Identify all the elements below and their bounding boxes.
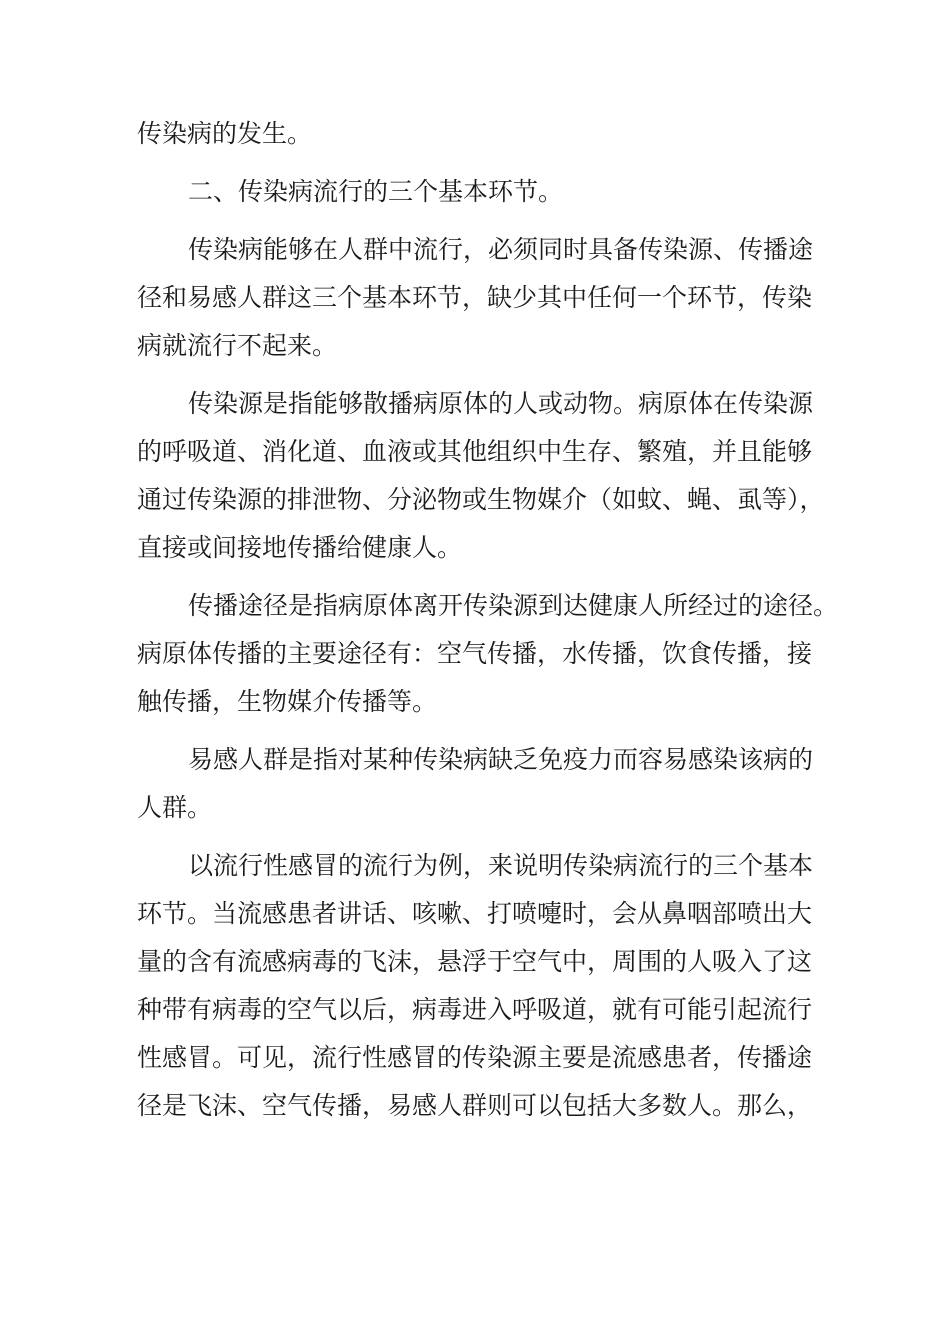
paragraph-line: 通过传染源的排泄物、分泌物或生物媒介（如蚊、蝇、虱等）， bbox=[137, 485, 825, 514]
paragraph-line: 传染病能够在人群中流行，必须同时具备传染源、传播途 bbox=[188, 235, 814, 264]
paragraph-line: 病就流行不起来。 bbox=[137, 331, 338, 360]
paragraph-line: 种带有病毒的空气以后，病毒进入呼吸道，就有可能引起流行 bbox=[137, 995, 813, 1024]
paragraph-line: 人群。 bbox=[137, 793, 213, 822]
paragraph-line: 径是飞沫、空气传播，易感人群则可以包括大多数人。那么， bbox=[137, 1091, 813, 1120]
paragraph-line: 的呼吸道、消化道、血液或其他组织中生存、繁殖，并且能够 bbox=[137, 437, 813, 466]
paragraph-line: 传染病的发生。 bbox=[137, 119, 313, 148]
paragraph-line: 环节。当流感患者讲话、咳嗽、打喷嚏时，会从鼻咽部喷出大 bbox=[137, 899, 813, 928]
paragraph-line: 病原体传播的主要途径有：空气传播，水传播，饮食传播，接 bbox=[137, 639, 813, 668]
paragraph-line: 直接或间接地传播给健康人。 bbox=[137, 533, 463, 562]
paragraph-line: 易感人群是指对某种传染病缺乏免疫力而容易感染该病的 bbox=[188, 745, 814, 774]
document-body bbox=[137, 110, 839, 1130]
paragraph-line: 以流行性感冒的流行为例，来说明传染病流行的三个基本 bbox=[188, 851, 814, 880]
section-heading: 二、传染病流行的三个基本环节。 bbox=[188, 177, 564, 206]
paragraph-line: 量的含有流感病毒的飞沫，悬浮于空气中，周围的人吸入了这 bbox=[137, 947, 813, 976]
paragraph-line: 传染源是指能够散播病原体的人或动物。病原体在传染源 bbox=[188, 389, 814, 418]
paragraph-line: 径和易感人群这三个基本环节，缺少其中任何一个环节，传染 bbox=[137, 283, 813, 312]
paragraph-line: 性感冒。可见，流行性感冒的传染源主要是流感患者，传播途 bbox=[137, 1043, 813, 1072]
paragraph-line: 触传播，生物媒介传播等。 bbox=[137, 687, 438, 716]
paragraph-line: 传播途径是指病原体离开传染源到达健康人所经过的途径。 bbox=[188, 591, 839, 620]
